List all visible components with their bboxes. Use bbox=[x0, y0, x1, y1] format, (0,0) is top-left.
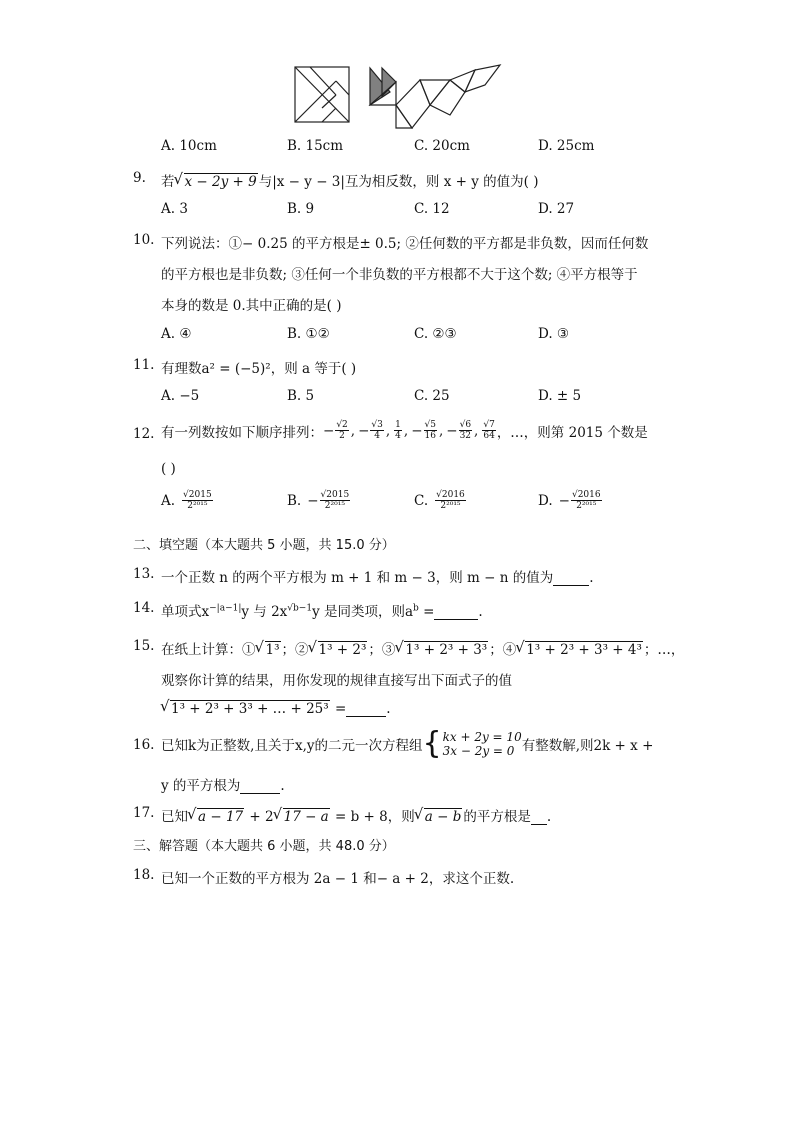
q12-stem bbox=[161, 420, 648, 441]
q8-option-c[interactable]: C. 20cm bbox=[414, 138, 470, 154]
q12-term-comma: , bbox=[403, 422, 409, 439]
tangram-figure bbox=[290, 60, 505, 130]
q16-text-b: 有整数解,则2k + x + bbox=[521, 738, 654, 754]
q12-term-denominator: 16 bbox=[424, 431, 436, 441]
q12-option-fraction bbox=[320, 490, 351, 511]
q16-number: 16. bbox=[133, 737, 155, 753]
q14-text-c: y 是同类项，则a bbox=[312, 604, 414, 620]
q13-text: 一个正数 n 的两个平方根为 m + 1 和 m − 3，则 m − n 的值为 bbox=[161, 570, 554, 586]
q10-option-d[interactable]: D. ③ bbox=[538, 326, 570, 342]
q17-radical-2: √ 17 − a bbox=[274, 808, 330, 825]
q14-answer-blank[interactable] bbox=[434, 607, 478, 620]
q12-option-a[interactable] bbox=[161, 490, 214, 511]
q15-radical-4: √ 1³ + 2³ + 3³ + 4³ bbox=[516, 641, 643, 658]
q12-option-sign: − bbox=[307, 492, 319, 509]
q16-equation-1: kx + 2y = 10 bbox=[442, 730, 522, 744]
q12-term-numerator: √7 bbox=[483, 420, 495, 430]
q11-number: 11. bbox=[133, 357, 155, 373]
q15-radical-5: √ 1³ + 2³ + 3³ + … + 25³ bbox=[161, 700, 330, 717]
q10-line1: 下列说法：①− 0.25 的平方根是± 0.5; ②任何数的平方都是非负数，因而任何数 bbox=[161, 236, 649, 252]
q12-term bbox=[393, 420, 411, 441]
q15-line2: 观察你计算的结果，用你发现的规律直接写出下面式子的值 bbox=[161, 673, 512, 689]
q12-term bbox=[411, 420, 446, 441]
q11-option-a[interactable]: A. −5 bbox=[161, 388, 200, 404]
tangram-square bbox=[295, 67, 349, 122]
q12-option-numerator: √2016 bbox=[571, 490, 601, 500]
q9-number: 9. bbox=[133, 170, 146, 186]
q12-term-sign: − bbox=[411, 422, 423, 439]
q12-option-fraction bbox=[571, 490, 602, 511]
q12-option-numerator: √2016 bbox=[436, 490, 465, 500]
q12-option-sign: − bbox=[558, 492, 570, 509]
q14-exp-a: −|a−1| bbox=[209, 603, 242, 614]
q11-option-c[interactable]: C. 25 bbox=[414, 388, 450, 404]
q12-term-denominator: 64 bbox=[483, 431, 495, 441]
q12-option-label: D. bbox=[538, 492, 553, 509]
q15-sep-3: ；③ bbox=[368, 642, 396, 658]
q12-term-comma: , bbox=[385, 422, 391, 439]
q17-text-a: 已知 bbox=[161, 809, 188, 825]
q14-number: 14. bbox=[133, 600, 155, 616]
q15-line3 bbox=[161, 700, 391, 717]
q11-option-b[interactable]: B. 5 bbox=[287, 388, 315, 404]
q15-answer-blank[interactable] bbox=[346, 704, 386, 717]
q12-option-b[interactable] bbox=[287, 490, 351, 511]
q10-option-b[interactable]: B. ①② bbox=[287, 326, 330, 342]
q12-term-comma: , bbox=[438, 422, 444, 439]
q18-stem: 已知一个正数的平方根为 2a − 1 和− a + 2，求这个正数. bbox=[161, 871, 515, 887]
q12-term-numerator: 1 bbox=[395, 420, 401, 430]
q9-option-d[interactable]: D. 27 bbox=[538, 201, 575, 217]
q8-option-a[interactable]: A. 10cm bbox=[161, 138, 217, 154]
q11-option-d[interactable]: D. ± 5 bbox=[538, 388, 582, 404]
q16-equation-2: 3x − 2y = 0 bbox=[442, 744, 515, 758]
q16-line1 bbox=[161, 726, 654, 761]
q14-end: . bbox=[478, 604, 483, 620]
q9-text-a: 若 bbox=[161, 174, 175, 190]
q12-option-denominator: 2²⁰¹⁵ bbox=[440, 501, 461, 511]
q15-radical-3: √ 1³ + 2³ + 3³ bbox=[395, 641, 488, 658]
q12-option-denominator: 2²⁰¹⁵ bbox=[324, 501, 345, 511]
q12-option-label: C. bbox=[414, 492, 429, 509]
q11-stem: 有理数a² = (−5)²，则 a 等于( ) bbox=[161, 361, 357, 377]
q13-end: . bbox=[589, 570, 594, 586]
q15-sep-4: ；④ bbox=[489, 642, 517, 658]
q12-term-numerator: √6 bbox=[459, 420, 472, 430]
section-solve-title: 三、解答题（本大题共 6 小题，共 48.0 分） bbox=[133, 839, 395, 854]
q9-option-c[interactable]: C. 12 bbox=[414, 201, 450, 217]
q14-stem bbox=[161, 600, 483, 620]
q16-answer-blank[interactable] bbox=[240, 781, 280, 794]
q9-option-a[interactable]: A. 3 bbox=[161, 201, 188, 217]
q17-stem bbox=[161, 805, 551, 825]
q12-term-denominator: 2 bbox=[339, 431, 345, 441]
q12-term-numerator: √5 bbox=[424, 420, 436, 430]
q10-option-c[interactable]: C. ②③ bbox=[414, 326, 457, 342]
q12-term-fraction bbox=[424, 420, 437, 441]
q17-radical-3: √ a − b bbox=[415, 808, 463, 825]
q10-option-a[interactable]: A. ④ bbox=[161, 326, 192, 342]
q15-eq: = bbox=[330, 701, 347, 717]
q9-option-b[interactable]: B. 9 bbox=[287, 201, 315, 217]
q13-stem bbox=[161, 566, 594, 586]
q17-number: 17. bbox=[133, 805, 155, 821]
q13-number: 13. bbox=[133, 566, 155, 582]
q15-line1 bbox=[161, 638, 684, 658]
q12-term-fraction bbox=[482, 420, 495, 441]
q16-text-c: y 的平方根为 bbox=[161, 778, 241, 794]
q12-term-fraction bbox=[394, 420, 402, 441]
q9-radical: √ x − 2y + 9 bbox=[175, 173, 258, 190]
q17-text-c: = b + 8，则 bbox=[330, 809, 415, 825]
tangram-shape bbox=[370, 65, 500, 128]
q12-term-sign: − bbox=[446, 422, 458, 439]
q15-text-a: 在纸上计算：① bbox=[161, 642, 256, 658]
q12-term-fraction bbox=[370, 420, 383, 441]
q12-term-comma: , bbox=[474, 422, 479, 439]
q16-line2 bbox=[161, 774, 285, 794]
q17-text-d: 的平方根是 bbox=[463, 809, 531, 825]
q12-term-fraction bbox=[459, 420, 472, 441]
q12-option-numerator: √2015 bbox=[320, 490, 350, 500]
q12-option-fraction bbox=[182, 490, 213, 511]
q12-text-b: ，…，则第 2015 个数是 bbox=[496, 424, 648, 441]
q15-number: 15. bbox=[133, 638, 155, 654]
q12-term-denominator: 32 bbox=[459, 431, 472, 441]
q12-term-sign: − bbox=[323, 422, 335, 439]
q14-exp-b: √b−1 bbox=[287, 603, 313, 614]
q12-term-numerator: √2 bbox=[336, 420, 348, 430]
q12-number: 12. bbox=[133, 426, 155, 442]
q17-answer-blank[interactable] bbox=[531, 812, 547, 825]
q12-term bbox=[481, 420, 496, 441]
q12-term bbox=[323, 420, 358, 441]
q16-end: . bbox=[280, 778, 285, 794]
q12-term-denominator: 4 bbox=[395, 431, 401, 441]
q15-radical-1: √ 1³ bbox=[256, 641, 281, 658]
q9-text-b: 与|x − y − 3|互为相反数，则 x + y 的值为( ) bbox=[258, 174, 539, 190]
section-fill-in-title: 二、填空题（本大题共 5 小题，共 15.0 分） bbox=[133, 538, 395, 553]
q8-option-d[interactable]: D. 25cm bbox=[538, 138, 595, 154]
q12-option-fraction bbox=[435, 490, 466, 511]
q15-radical-2: √ 1³ + 2³ bbox=[309, 641, 368, 658]
q12-option-numerator: √2015 bbox=[183, 490, 212, 500]
q12-option-denominator: 2²⁰¹⁵ bbox=[576, 501, 597, 511]
q12-paren: ( ) bbox=[161, 461, 176, 477]
q12-option-label: B. bbox=[287, 492, 302, 509]
q10-line3: 本身的数是 0.其中正确的是( ) bbox=[161, 298, 342, 314]
q12-term bbox=[358, 420, 393, 441]
q14-text-d: = bbox=[418, 604, 435, 620]
q12-term-sign: − bbox=[358, 422, 370, 439]
q12-option-d[interactable] bbox=[538, 490, 603, 511]
q12-option-label: A. bbox=[161, 492, 176, 509]
q16-equation-system: { kx + 2y = 10 3x − 2y = 0 bbox=[422, 726, 522, 761]
q15-line1-end: ；…， bbox=[643, 642, 685, 658]
q18-number: 18. bbox=[133, 867, 155, 883]
q9-stem bbox=[161, 170, 538, 190]
q15-end: . bbox=[386, 701, 391, 717]
q12-term-denominator: 4 bbox=[374, 431, 380, 441]
q17-text-b: + 2 bbox=[245, 809, 274, 825]
q10-line2: 的平方根也是非负数; ③任何一个非负数的平方根都不大于这个数; ④平方根等于 bbox=[161, 267, 638, 283]
q12-sequence bbox=[323, 420, 497, 441]
q12-option-denominator: 2²⁰¹⁵ bbox=[187, 501, 208, 511]
q14-text-b: y 与 2x bbox=[241, 604, 288, 620]
q17-radical-1: √ a − 17 bbox=[188, 808, 244, 825]
q12-term-comma: , bbox=[350, 422, 356, 439]
q17-end: . bbox=[546, 809, 552, 825]
q13-answer-blank[interactable] bbox=[553, 573, 589, 586]
q14-exp-c: b bbox=[413, 603, 419, 614]
q12-term bbox=[446, 420, 481, 441]
q12-option-c[interactable] bbox=[414, 490, 467, 511]
q15-sep-2: ；② bbox=[281, 642, 309, 658]
q14-text-a: 单项式x bbox=[161, 604, 210, 620]
q12-term-numerator: √3 bbox=[371, 420, 383, 430]
q8-option-b[interactable]: B. 15cm bbox=[287, 138, 344, 154]
q10-number: 10. bbox=[133, 232, 155, 248]
q12-text-a: 有一列数按如下顺序排列： bbox=[161, 424, 323, 441]
q16-text-a: 已知k为正整数,且关于x,y的二元一次方程组 bbox=[161, 738, 423, 754]
q12-term-fraction bbox=[335, 420, 348, 441]
